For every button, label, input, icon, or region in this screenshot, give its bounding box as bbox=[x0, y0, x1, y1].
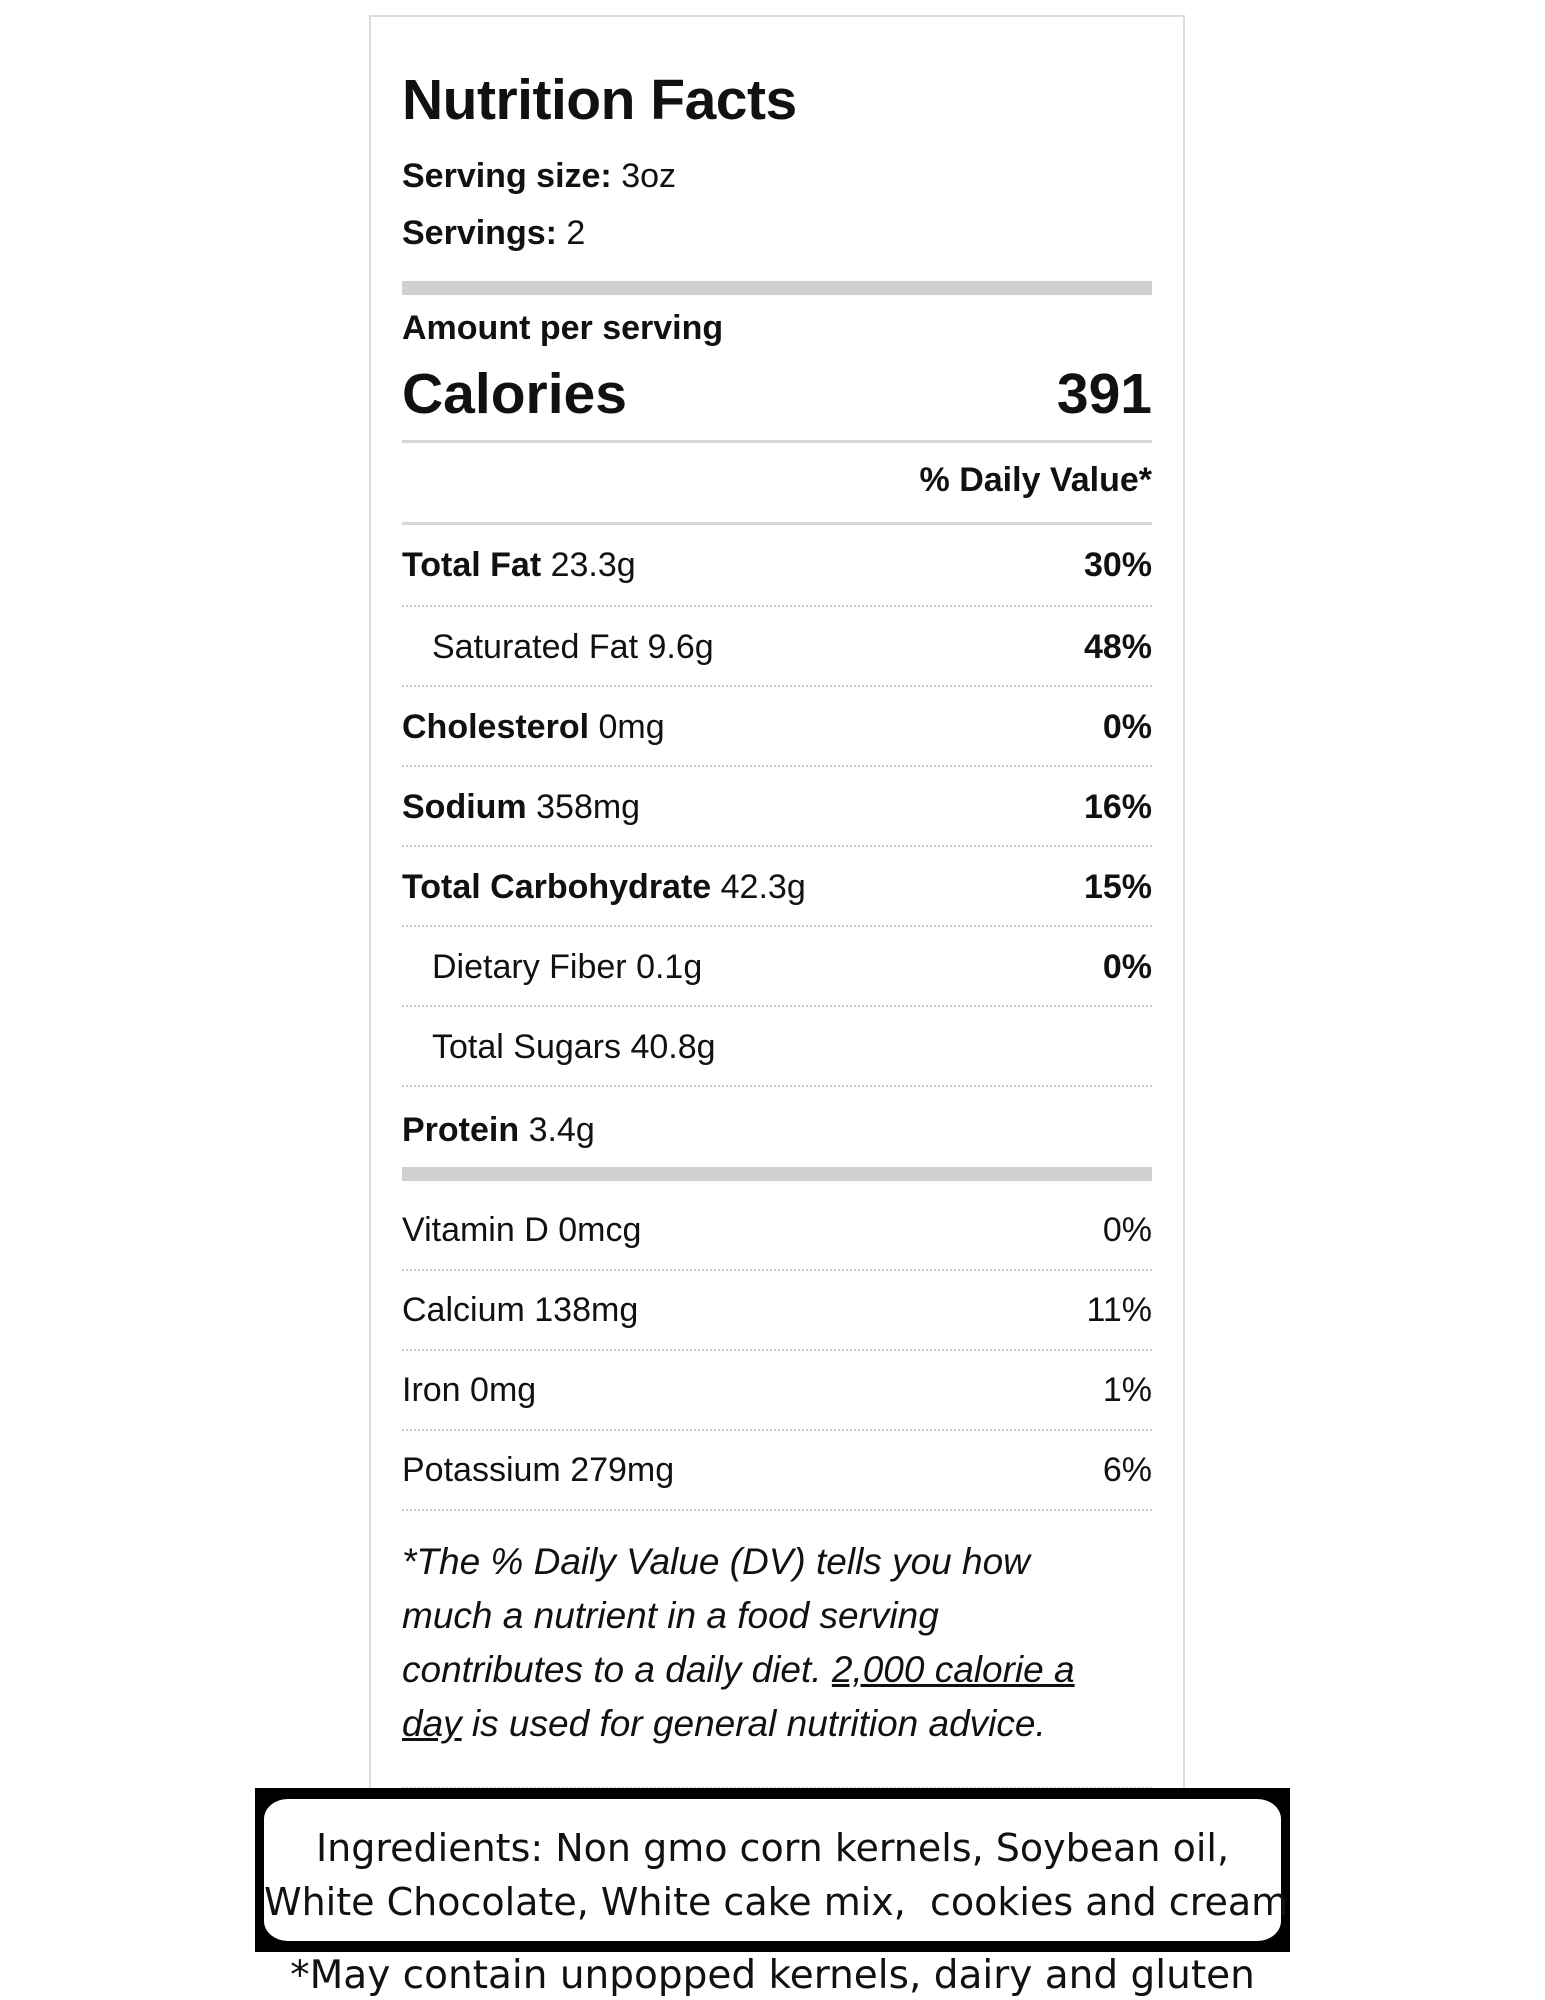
nutrient-dv: 48% bbox=[1083, 628, 1152, 666]
nutrient-dv: 16% bbox=[1083, 788, 1152, 826]
vitamin-name: Vitamin D bbox=[402, 1211, 549, 1249]
allergen-warning: *May contain unpopped kernels, dairy and gluten bbox=[290, 1953, 1255, 1998]
calories-value: 391 bbox=[1056, 362, 1152, 426]
footnote-text: *The % Daily Value (DV) tells you how much a nutrient in a food serving contributes to a daily diet. bbox=[402, 1541, 1030, 1690]
nutrient-row-total-sugars bbox=[402, 1008, 1152, 1088]
dotted-divider bbox=[402, 605, 1152, 607]
nutrient-dv: 0% bbox=[1102, 708, 1152, 746]
thick-divider bbox=[402, 281, 1152, 295]
servings-label: Servings: bbox=[402, 214, 557, 252]
vitamin-dv: 6% bbox=[1102, 1451, 1152, 1489]
nutrient-amount: 40.8g bbox=[630, 1028, 716, 1066]
nutrient-name: Saturated Fat bbox=[432, 628, 639, 666]
daily-value-header: % Daily Value* bbox=[919, 461, 1152, 499]
nutrition-facts-label bbox=[369, 15, 1185, 1795]
dotted-divider bbox=[402, 925, 1152, 927]
vitamin-row-iron bbox=[402, 1351, 1152, 1431]
label-title: Nutrition Facts bbox=[402, 68, 797, 132]
ingredients-line-1: Ingredients: Non gmo corn kernels, Soybean oil, bbox=[315, 1826, 1230, 1870]
vitamin-amount: 279mg bbox=[570, 1451, 675, 1489]
servings bbox=[402, 214, 585, 253]
nutrient-dv: 30% bbox=[1083, 546, 1152, 584]
nutrient-name: Total Carbohydrate bbox=[402, 868, 712, 906]
vitamin-amount: 138mg bbox=[534, 1291, 639, 1329]
nutrient-amount: 9.6g bbox=[647, 628, 714, 666]
dotted-divider bbox=[402, 845, 1152, 847]
divider bbox=[402, 522, 1152, 525]
nutrient-amount: 0mg bbox=[598, 708, 665, 746]
nutrient-dv: 0% bbox=[1102, 948, 1152, 986]
ingredients-line-2: White Chocolate, White cake mix, cookies and cream bbox=[264, 1880, 1289, 1924]
vitamin-name: Iron bbox=[402, 1371, 461, 1409]
vitamin-dv: 0% bbox=[1102, 1211, 1152, 1249]
nutrient-amount: 358mg bbox=[536, 788, 641, 826]
nutrient-row-protein bbox=[402, 1091, 1152, 1171]
vitamin-name: Potassium bbox=[402, 1451, 561, 1489]
nutrient-row-total-fat bbox=[402, 526, 1152, 606]
ingredients-panel bbox=[264, 1799, 1289, 1941]
vitamin-row-potassium bbox=[402, 1431, 1152, 1511]
calories-label: Calories bbox=[402, 362, 627, 426]
footnote-text-end: is used for general nutrition advice. bbox=[461, 1703, 1046, 1744]
dotted-divider bbox=[402, 1509, 1152, 1511]
nutrient-name: Total Fat bbox=[402, 546, 542, 584]
serving-size-value: 3 bbox=[621, 157, 641, 195]
serving-size-label: Serving size: bbox=[402, 157, 612, 195]
amount-per-serving: Amount per serving bbox=[402, 309, 724, 347]
divider bbox=[402, 440, 1152, 443]
nutrient-amount: 23.3g bbox=[550, 546, 636, 584]
nutrient-amount: 3.4g bbox=[528, 1111, 595, 1149]
serving-size-unit: oz bbox=[640, 157, 677, 195]
nutrient-name: Cholesterol bbox=[402, 708, 590, 746]
dotted-divider bbox=[402, 685, 1152, 687]
nutrient-name: Protein bbox=[402, 1111, 520, 1149]
vitamin-name: Calcium bbox=[402, 1291, 525, 1329]
daily-value-footnote bbox=[402, 1535, 1122, 1751]
nutrient-row-dietary-fiber bbox=[402, 928, 1152, 1008]
dotted-divider bbox=[402, 765, 1152, 767]
dotted-divider bbox=[402, 1085, 1152, 1087]
ingredients-box bbox=[255, 1788, 1290, 1952]
nutrient-row-sodium bbox=[402, 768, 1152, 848]
vitamin-dv: 11% bbox=[1086, 1291, 1152, 1329]
nutrient-amount: 42.3g bbox=[720, 868, 806, 906]
nutrient-row-saturated-fat bbox=[402, 608, 1152, 688]
dotted-divider bbox=[402, 1005, 1152, 1007]
nutrient-amount: 0.1g bbox=[636, 948, 703, 986]
nutrient-name: Dietary Fiber bbox=[432, 948, 627, 986]
ingredients-text bbox=[264, 1821, 1289, 1929]
footnote-link[interactable]: 2,000 calorie a day bbox=[402, 1649, 1075, 1744]
vitamin-row-calcium bbox=[402, 1271, 1152, 1351]
nutrient-dv: 15% bbox=[1083, 868, 1152, 906]
vitamin-dv: 1% bbox=[1102, 1371, 1152, 1409]
nutrient-name: Total Sugars bbox=[432, 1028, 621, 1066]
servings-value: 2 bbox=[566, 214, 586, 252]
nutrient-row-cholesterol bbox=[402, 688, 1152, 768]
vitamin-amount: 0mg bbox=[470, 1371, 537, 1409]
nutrient-row-total-carbohydrate bbox=[402, 848, 1152, 928]
serving-size bbox=[402, 157, 676, 196]
thick-divider bbox=[402, 1167, 1152, 1181]
nutrient-name: Sodium bbox=[402, 788, 527, 826]
vitamin-amount: 0mcg bbox=[558, 1211, 642, 1249]
vitamin-row-vitamin-d bbox=[402, 1191, 1152, 1271]
